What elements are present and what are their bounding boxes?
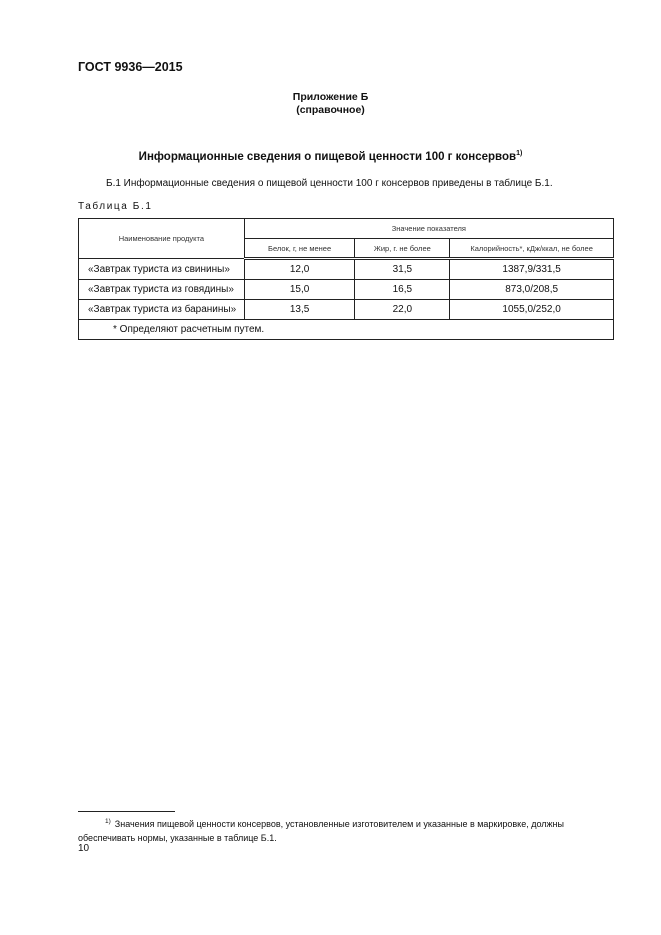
standard-number: ГОСТ 9936—2015 bbox=[78, 60, 183, 74]
table-row bbox=[79, 259, 614, 280]
cell-calories: 1387,9/331,5 bbox=[450, 259, 614, 280]
appendix-subtitle: (справочное) bbox=[296, 104, 365, 116]
footnote-reference: 1) bbox=[516, 150, 523, 157]
footnote bbox=[78, 815, 618, 845]
cell-fat: 16,5 bbox=[355, 280, 450, 300]
header-product-name: Наименование продукта bbox=[79, 219, 245, 259]
section-title-text: Информационные сведения о пищевой ценности 100 г консервов bbox=[138, 151, 517, 163]
cell-protein: 15,0 bbox=[244, 280, 355, 300]
cell-fat: 22,0 bbox=[355, 300, 450, 320]
footnote-mark: 1) bbox=[105, 818, 111, 825]
cell-protein: 12,0 bbox=[244, 259, 355, 280]
table-note-row bbox=[79, 320, 614, 340]
appendix-heading bbox=[0, 91, 661, 117]
table-label: Таблица Б.1 bbox=[78, 201, 153, 212]
cell-product-name: «Завтрак туриста из баранины» bbox=[79, 300, 245, 320]
table-row bbox=[79, 300, 614, 320]
header-calories: Калорийность*, кДж/ккал, не более bbox=[450, 239, 614, 259]
page-number: 10 bbox=[78, 843, 90, 854]
cell-calories: 873,0/208,5 bbox=[450, 280, 614, 300]
intro-paragraph: Б.1 Информационные сведения о пищевой ценности 100 г консервов приведены в таблице Б.1. bbox=[106, 178, 553, 189]
cell-protein: 13,5 bbox=[244, 300, 355, 320]
nutrition-table bbox=[78, 218, 614, 340]
table-header-row bbox=[79, 219, 614, 239]
footnote-text: Значения пищевой ценности консервов, установленные изготовителем и указанные в маркировке, должны обеспечивать нормы, указанные в таблице Б.1. bbox=[78, 819, 564, 843]
cell-product-name: «Завтрак туриста из свинины» bbox=[79, 259, 245, 280]
cell-calories: 1055,0/252,0 bbox=[450, 300, 614, 320]
section-title bbox=[0, 150, 661, 163]
footnote-divider bbox=[78, 811, 175, 812]
cell-fat: 31,5 bbox=[355, 259, 450, 280]
table-note: * Определяют расчетным путем. bbox=[79, 320, 614, 340]
header-fat: Жир, г. не более bbox=[355, 239, 450, 259]
header-protein: Белок, г, не менее bbox=[244, 239, 355, 259]
table-row bbox=[79, 280, 614, 300]
header-indicator-group: Значение показателя bbox=[244, 219, 613, 239]
cell-product-name: «Завтрак туриста из говядины» bbox=[79, 280, 245, 300]
appendix-title: Приложение Б bbox=[292, 91, 369, 103]
